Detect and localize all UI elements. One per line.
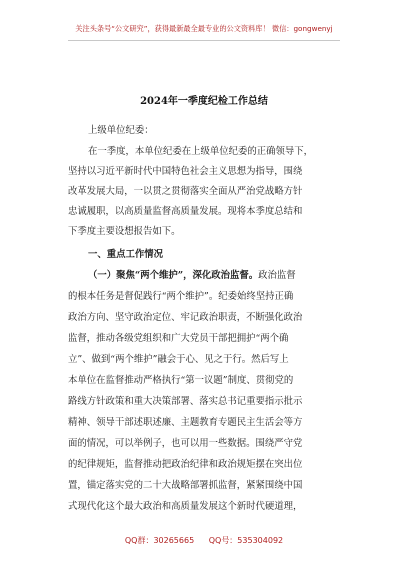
body-line: 路线方针政策和重大决策部署、落实总书记重要指示批示 [68, 396, 303, 407]
section-heading: 一、重点工作情况 [88, 249, 164, 260]
body-line: 式现代化这个最大政治和高质量发展这个新时代硬道理， [68, 501, 303, 512]
body-line: 面的情况，可以举例子，也可以用一些数据。围绕严守党 [68, 438, 303, 449]
document-title: 2024年一季度纪检工作总结 [140, 96, 268, 107]
subsection-first-line-rest: 政治监督 [258, 270, 296, 281]
footer-note [0, 535, 408, 546]
body-line: 置，锚定落实党的二十大战略部署抓监督，紧紧围绕中国 [68, 480, 303, 491]
body-line: 立”、做到“两个维护”融会于心、见之于行。然后写上 [68, 354, 289, 365]
body-line: 的纪律规矩，监督推动把政治纪律和政治规矩摆在突出位 [68, 459, 303, 470]
salutation: 上级单位纪委： [88, 125, 154, 136]
header-note: 关注头条号“公文研究”，获得最新最全最专业的公文资料库！ 微信：gongwenyj [75, 24, 333, 33]
footer-qq-group: QQ群：30265665 [124, 536, 195, 545]
subsection-heading: （一）聚焦“两个维护”，深化政治监督。 [88, 270, 259, 281]
body-line: 的根本任务是督促践行“两个维护”。纪委始终坚持正确 [68, 291, 294, 302]
intro-line: 下季度主要设想报告如下。 [68, 226, 181, 237]
intro-line: 改革发展大局，一以贯之贯彻落实全面从严治党战略方针 [68, 186, 303, 197]
body-line: 监督，推动各级党组织和广大党员干部把拥护“两个确 [68, 333, 289, 344]
intro-line: 忠诚履职，以高质量监督高质量发展。现将本季度总结和 [68, 206, 303, 217]
footer-qq-number: QQ号：535304092 [208, 536, 284, 545]
intro-line: 坚持以习近平新时代中国特色社会主义思想为指导，围绕 [68, 166, 303, 177]
header-divider [68, 40, 340, 41]
subsection-line [88, 269, 340, 282]
body-line: 政治方向、坚守政治定位、牢记政治职责，不断强化政治 [68, 312, 303, 323]
body-line: 本单位在监督推动严格执行“第一议题”制度、贯彻党的 [68, 375, 294, 386]
intro-line: 在一季度，本单位纪委在上级单位纪委的正确领导下， [88, 146, 314, 157]
body-line: 精神、领导干部述职述廉、主题教育专题民主生活会等方 [68, 417, 303, 428]
